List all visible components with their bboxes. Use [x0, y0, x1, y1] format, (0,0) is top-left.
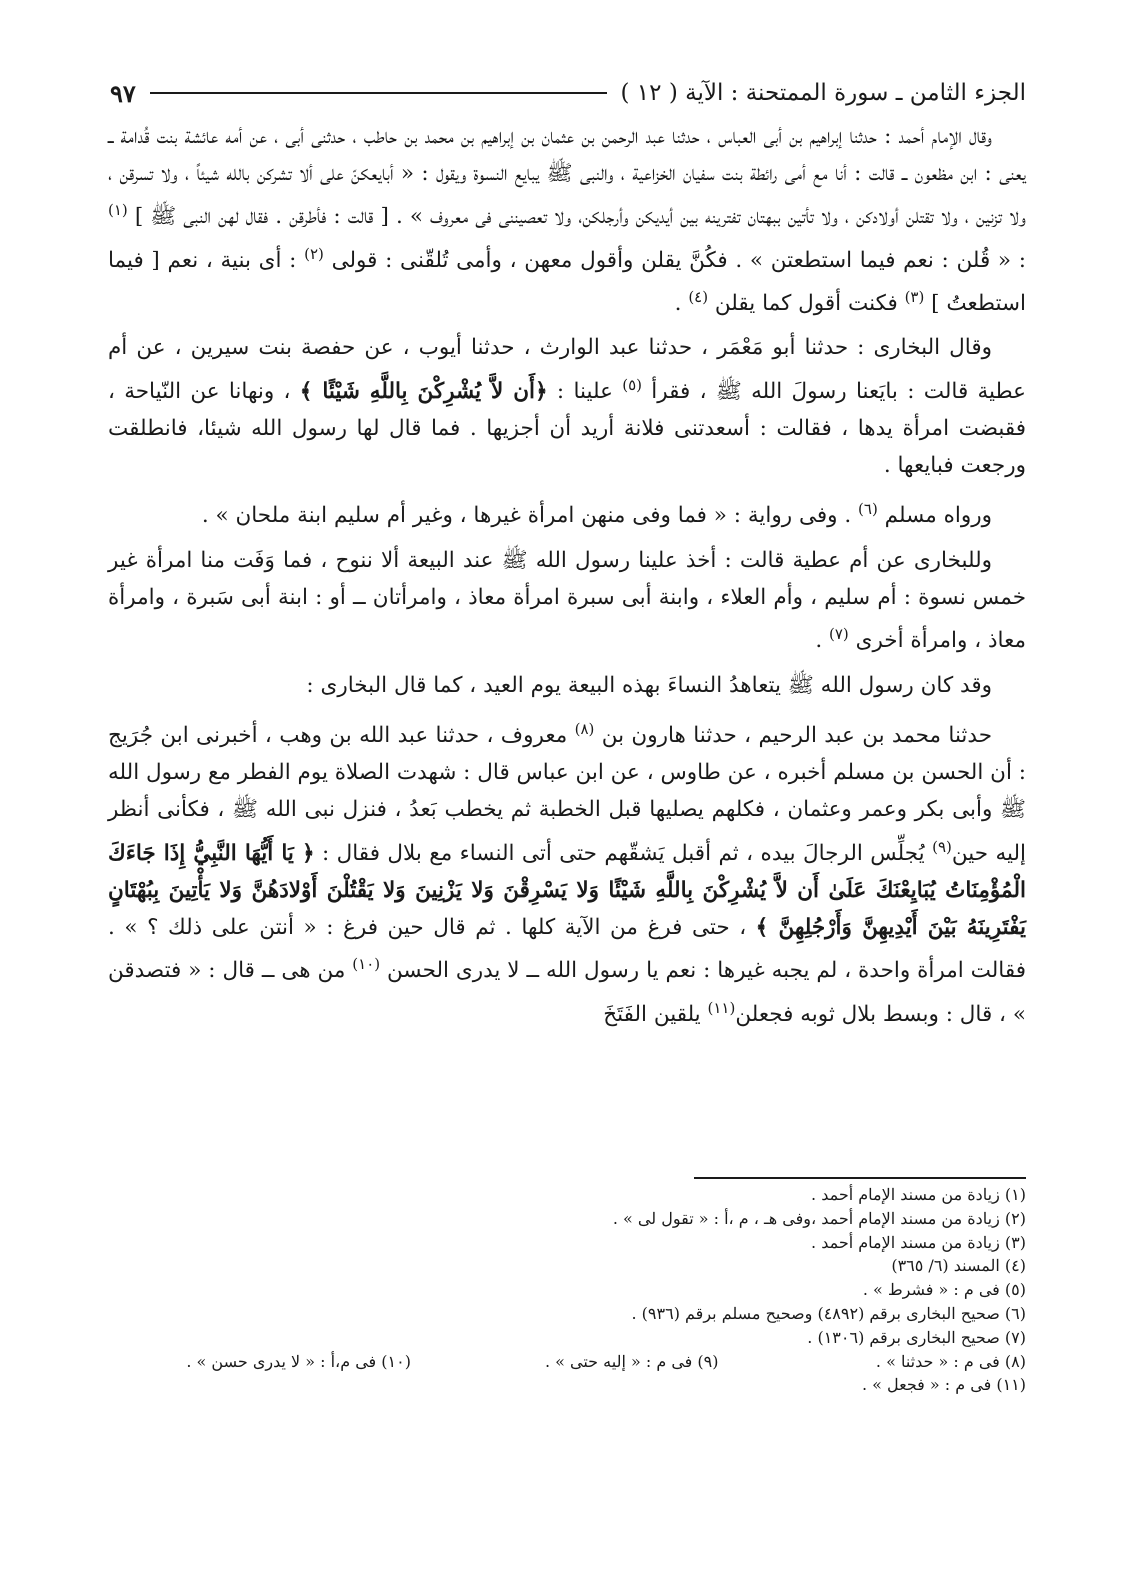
footnote: (٣) زيادة من مسند الإمام أحمد .: [811, 1232, 1026, 1252]
footnote: (٧) صحيح البخارى برقم (١٣٠٦) .: [807, 1327, 1026, 1347]
footnote: (٥) فى م : « فشرط » .: [862, 1280, 1026, 1300]
paragraph: [108, 667, 1026, 704]
quran-verse: ﴿أَن لاَّ يُشْرِكْنَ بِاللَّهِ شَيْئًا ﴾: [299, 378, 548, 404]
paragraph: [108, 542, 1026, 660]
footnote: (١) زيادة من مسند الإمام أحمد .: [811, 1185, 1026, 1204]
running-title: الجزء الثامن ـ سورة الممتحنة : الآية ( ١٢ ): [620, 80, 1026, 106]
text-run: . وفى رواية : « فما وفى منهن امرأة غيرها ، وغير أم سليم ابنة ملحان » .: [201, 503, 859, 529]
paragraph: [108, 711, 1026, 1033]
quran-verse: ﴿ يَا أَيُّهَا النَّبِيُّ إِذَا جَاءَكَ الْمُؤْمِنَاتُ يُبَايِعْنَكَ عَلَىٰ أَن لاَّ يُشْرِكْنَ بِاللَّهِ شَيْئًا وَلا يَسْرِقْنَ وَلا يَزْنِينَ وَلا يَقْتُلْنَ أَوْلادَهُنَّ وَلا يَأْتِينَ بِبُهْتَانٍ يَفْتَرِينَهُ بَيْنَ أَيْدِيهِنَّ وَأَرْجُلِهِنَّ ﴾: [108, 840, 1026, 941]
text-run: : « قُلن : نعم فيما استطعتن » . فكُنَّ يقلن وأقول معهن ، وأمى تُلقّنى : قولى: [323, 247, 1027, 273]
text-run: ورواه مسلم: [877, 503, 992, 529]
text-run: من هى ــ قال : « فتصدقن » ، قال : وبسط بلال ثوبه فجعلن: [108, 958, 1026, 1027]
footnote: (١١) فى م : « فجعل » .: [861, 1375, 1026, 1395]
footnote: (٤) المسند (٦/ ٣٦٥): [891, 1256, 1026, 1276]
text-run: وقد كان رسول الله ﷺ يتعاهدُ النساءَ بهذه البيعة يوم العيد ، كما قال البخارى :: [306, 672, 992, 698]
text-run: يُجلِّس الرجالَ بيده ، ثم أقبل يَشقّهم حتى أتى النساء مع بلال فقال :: [314, 840, 933, 866]
footnote: (٦) صحيح البخارى برقم (٤٨٩٢) وصحيح مسلم برقم (٩٣٦) .: [631, 1303, 1026, 1323]
text-run: حدثنا محمد بن عبد الرحيم ، حدثنا هارون بن: [594, 722, 992, 748]
footnote-marker: (٥): [622, 375, 643, 394]
footnote-marker: (٨): [574, 719, 595, 738]
text-run: وقال الإمام أحمد : حدثنا إبراهيم بن أبى العباس ، حدثنا عبد الرحمن بن عثمان بن إبراهيم بن محمد بن حاطب ، حدثنى أبى ، عن أمه عائشة بنت قُدامة ــ يعنى : ابن مظعون ــ قالت : أنا مع أمى رائطة بنت سفيان الخزاعية ، والنبى ﷺ يبايع النسوة ويقول : « أبايعكنّ على ألا تشركن بالله شيئاً ، ولا تسرقن ، ولا تزنين ، ولا تقتلن أولادكن ، ولا تأتين ببهتان تفترينه بين أيديكن وأرجلكن، ولا تعصيننى فى معروف » . [ قالت : فأطرقن . فقال لهن النبى ﷺ ]: [108, 124, 1026, 230]
text-run: وقال البخارى : حدثنا أبو مَعْمَر ، حدثنا عبد الوارث ، حدثنا أيوب ، عن حفصة بنت سيرين ، عن أم عطية قالت : بايَعنا رسولَ الله ﷺ ، فقرأ: [108, 335, 1026, 404]
text-run: يلقين الفَتَخَ: [603, 1001, 708, 1027]
footnotes: [108, 1183, 1026, 1397]
paragraph: [108, 118, 1026, 322]
text-run: .: [674, 291, 689, 317]
paragraph: [108, 491, 1026, 534]
footnote-marker: (٩): [932, 837, 952, 856]
text-run: فكنت أقول كما يقلن: [708, 291, 905, 317]
footnote-marker: (٦): [858, 500, 878, 519]
text-run: .: [815, 628, 829, 654]
text-run: ، ونهانا عن النّياحة ، فقبضت امرأة يدها ، فقالت : أسعدتنى فلانة أريد أن أجزيها . فما قال لها رسول الله شيئا، فانطلقت ورجعت فبايعها .: [108, 378, 1026, 479]
text-run: علينا :: [547, 378, 623, 404]
footnote-marker: (٤): [688, 288, 709, 307]
main-text: [108, 118, 1026, 1040]
page-header: [110, 76, 1026, 110]
text-run: ، حتى فرغ من الآية كلها . ثم قال حين فرغ : « أنتن على ذلك ؟ » . فقالت امرأة واحدة ، لم يجبه غيرها : نعم يا رسول الله ــ لا يدرى الحسن: [108, 915, 1027, 984]
page-number: ٩٧: [110, 78, 136, 108]
paragraph: [108, 329, 1026, 484]
footnote-marker: (٣): [904, 288, 925, 307]
footnote-marker: (٢): [304, 244, 324, 263]
footnote-marker: (١٠): [352, 955, 381, 974]
text-run: وللبخارى عن أم عطية قالت : أخذ علينا رسول الله ﷺ عند البيعة ألا ننوح ، فما وَفَت منا امرأة غير خمس نسوة : أم سليم ، وأم العلاء ، وابنة أبى سبرة امرأة معاذ ، وامرأتان ــ أو : ابنة أبى سَبرة ، وامرأة معاذ ، وامرأة أخرى: [108, 547, 1026, 654]
footnote-marker: (١): [108, 201, 128, 220]
footnote-marker: (١١): [707, 998, 736, 1017]
footnote: (٩) فى م : « إليه حتى » .: [544, 1351, 719, 1371]
footnote-row: [108, 1350, 1026, 1374]
header-rule: [150, 92, 607, 94]
footnote-marker: (٧): [829, 625, 849, 644]
footnote: (٢) زيادة من مسند الإمام أحمد ،وفى هـ ، م ،أ : « تقول لى » .: [612, 1208, 1026, 1228]
text-run: معروف ، حدثنا عبد الله بن وهب ، أخبرنى ابن جُرَيج : أن الحسن بن مسلم أخبره ، عن طاوس ، عن ابن عباس قال : شهدت الصلاة يوم الفطر مع رسول الله ﷺ وأبى بكر وعمر وعثمان ، فكلهم يصليها قبل الخطبة ثم يخطب بَعدُ ، فنزل نبى الله ﷺ ، فكأنى أنظر إليه حين: [108, 722, 1026, 866]
footnote: (١٠) فى م،أ : « لا يدرى حسن » .: [186, 1351, 411, 1371]
text-run: : أى بنية ، نعم [ فيما استطعتُ ]: [108, 247, 1026, 317]
footnote-separator: [694, 1177, 1026, 1179]
footnote: (٨) فى م : « حدثنا » .: [875, 1351, 1026, 1371]
